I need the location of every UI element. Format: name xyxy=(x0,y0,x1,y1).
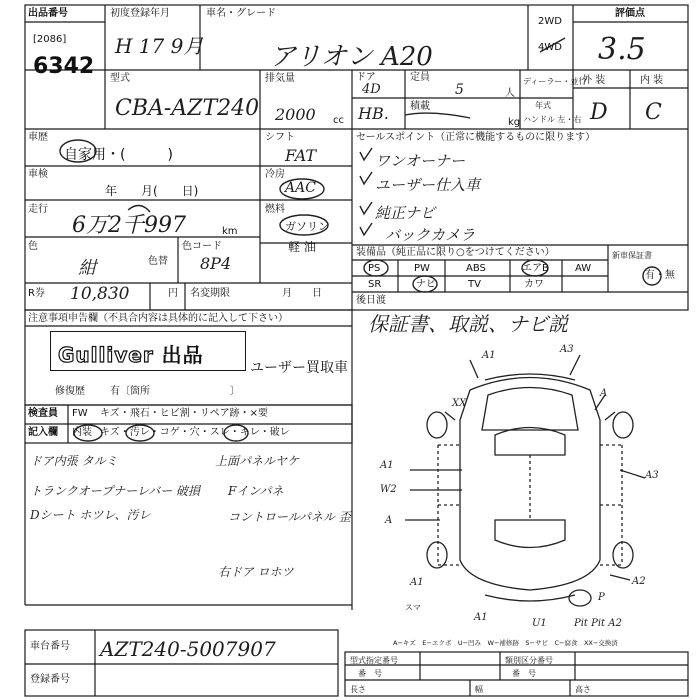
lot-number-label: 出品番号 xyxy=(28,8,68,19)
inspector-note: コントロールパネル 歪 xyxy=(228,510,351,524)
damage-mark: A2 xyxy=(632,576,646,587)
body-shape-value: HB. xyxy=(358,104,389,123)
inspector-fw: FW xyxy=(72,408,88,419)
drive-2wd: 2WD xyxy=(538,16,562,27)
color-change-label: 色替 xyxy=(148,256,168,267)
damage-mark: A3 xyxy=(560,344,574,355)
ac-label: 冷房 xyxy=(265,169,285,180)
first-registration-value: H 17 9月 xyxy=(115,34,204,58)
capacity-unit: 人 xyxy=(505,88,515,99)
repair-history-label: 修復歴 xyxy=(55,386,85,397)
model-value: CBA-AZT240 xyxy=(115,96,260,121)
score-value: 3.5 xyxy=(598,32,646,67)
damage-mark: A1 xyxy=(410,577,424,588)
inspector-interior-checks: キズ・汚レ・コゲ・穴・スレ・キレ・破レ xyxy=(100,427,290,438)
damage-mark: A xyxy=(600,388,608,399)
damage-mark: Pit Pit A2 xyxy=(574,618,622,629)
inspector-note: ドア内張 タルミ xyxy=(30,454,118,468)
user-buy-stamp: ユーザー買取車 xyxy=(250,360,348,376)
history-value: 自家用・( ) xyxy=(64,147,173,163)
equip-navi: ナビ xyxy=(416,279,436,290)
drive-4wd: 4WD xyxy=(538,42,562,53)
shift-label: シフト xyxy=(265,132,295,143)
lot-number: 6342 xyxy=(33,54,95,79)
car-diagram xyxy=(405,355,645,606)
name-change-unit: 月 日 xyxy=(282,288,322,299)
equip-airbag: エアB xyxy=(522,263,549,274)
inspector-entry-label: 記入欄 xyxy=(28,427,58,438)
registration-number-label: 登録番号 xyxy=(30,674,70,685)
recycle-value: 10,830 xyxy=(70,284,130,304)
selling-points-label: セールスポイント（正常に機能するものに限ります） xyxy=(356,132,596,143)
color-code-label: 色コード xyxy=(182,241,222,252)
color-label: 色 xyxy=(28,241,38,252)
warranty-label: 新車保証書 xyxy=(612,251,652,260)
height-label: 高さ xyxy=(575,685,591,694)
selling-point-item: ユーザー仕入車 xyxy=(375,176,481,194)
model-designation-sub: 番 号 xyxy=(358,669,382,678)
dealer-label: ディーラー・並行 xyxy=(523,77,587,86)
car-name-grade-label: 車名・グレード xyxy=(206,8,276,19)
repair-history-value: 有〔箇所 〕 xyxy=(110,386,240,397)
diagram-legend: A−キズ E−エクボ U−凹み W−補修跡 S−サビ C−腐食 XX−交換済 xyxy=(393,639,618,647)
inspector-note: Dシート ホツレ、汚レ xyxy=(30,508,151,522)
equip-aw: AW xyxy=(575,263,592,274)
exterior-label: 外 装 xyxy=(582,75,606,86)
chassis-number-value: AZT240-5007907 xyxy=(100,637,276,661)
equip-tv: TV xyxy=(468,279,481,290)
name-change-label: 名変期限 xyxy=(190,288,230,299)
color-value: 紺 xyxy=(78,258,96,279)
damage-mark: A3 xyxy=(645,470,659,481)
color-code-value: 8P4 xyxy=(200,254,232,273)
inspection-label: 車検 xyxy=(28,169,48,180)
class-number-label: 類別区分番号 xyxy=(505,656,553,665)
equip-leather: カワ xyxy=(524,279,544,290)
load-unit: kg xyxy=(508,117,521,128)
equip-pw: PW xyxy=(414,263,430,274)
exterior-grade: D xyxy=(590,100,608,125)
fuel-label: 燃料 xyxy=(265,204,285,215)
damage-mark: A1 xyxy=(474,612,488,623)
score-label: 評価点 xyxy=(615,8,645,19)
fuel-gasoline: ガソリン xyxy=(285,220,329,233)
lot-sub-code: [2086] xyxy=(33,34,67,45)
inspector-label: 検査員 xyxy=(28,408,58,419)
fuel-diesel: 軽 油 xyxy=(288,240,316,254)
length-label: 長さ xyxy=(350,685,366,694)
gulliver-logo: Gulliver 出品 xyxy=(58,343,204,367)
car-name-grade-value: アリオン A20 xyxy=(270,42,433,72)
notice-label: 注意事項申告欄（不具合内容は具体的に記入して下さい） xyxy=(28,313,288,324)
displacement-value: 2000 xyxy=(275,105,316,124)
chassis-number-label: 車台番号 xyxy=(30,641,70,652)
inspector-interior-label: 内装 xyxy=(72,427,92,438)
class-number-sub: 番 号 xyxy=(512,669,536,678)
inspector-note: 右ドア ロホツ xyxy=(218,565,294,579)
damage-mark: A1 xyxy=(482,350,496,361)
warranty-value: 有・無 xyxy=(645,270,675,281)
doors-label: ドア xyxy=(356,72,376,83)
interior-grade: C xyxy=(645,100,662,125)
selling-point-item: バックカメラ xyxy=(385,226,476,244)
later-delivery-value: 保証書、取説、ナビ説 xyxy=(368,312,568,336)
inspector-note: トランクオープナーレバー 破損 xyxy=(30,484,200,498)
damage-mark: A1 xyxy=(380,460,394,471)
damage-mark: W2 xyxy=(380,484,397,495)
selling-point-item: ワンオーナー xyxy=(375,152,466,170)
inspector-note: Fインパネ xyxy=(228,484,284,498)
capacity-value: 5 xyxy=(455,82,464,98)
load-label: 積載 xyxy=(410,101,430,112)
first-registration-label: 初度登録年月 xyxy=(110,8,170,19)
inspector-note: 上面パネルヤケ xyxy=(215,454,300,468)
recycle-unit: 円 xyxy=(168,288,178,299)
equip-ps: PS xyxy=(368,263,381,274)
handle-label: ハンドル 左・右 xyxy=(523,115,582,124)
inspector-exterior-checks: キズ・飛石・ヒビ割・リペア跡・×要 xyxy=(100,408,268,419)
width-label: 幅 xyxy=(475,685,483,694)
damage-mark: A xyxy=(385,515,393,526)
equip-sr: SR xyxy=(368,279,382,290)
damage-mark: U1 xyxy=(532,618,547,629)
displacement-unit: cc xyxy=(333,115,344,126)
displacement-label: 排気量 xyxy=(265,73,295,84)
mileage-label: 走行 xyxy=(28,204,48,215)
mileage-unit: km xyxy=(222,226,238,237)
model-year-label: 年式 xyxy=(535,101,551,110)
interior-label: 内 装 xyxy=(640,75,664,86)
capacity-label: 定員 xyxy=(410,72,430,83)
model-label: 型式 xyxy=(110,73,130,84)
history-label: 車歴 xyxy=(28,132,48,143)
damage-mark: P xyxy=(598,592,605,603)
damage-mark: XX xyxy=(452,398,467,409)
doors-value: 4D xyxy=(362,82,381,97)
recycle-label: R券 xyxy=(28,288,45,299)
equip-abs: ABS xyxy=(466,263,486,274)
ac-value: AAC xyxy=(285,180,316,196)
later-delivery-label: 後日渡 xyxy=(356,295,386,306)
shift-value: FAT xyxy=(285,146,317,165)
selling-point-item: 純正ナビ xyxy=(375,204,436,222)
inspection-value: 年 月( 日) xyxy=(105,184,199,198)
diagram-spare-label: スマ xyxy=(405,603,421,612)
mileage-value: 6万2千997 xyxy=(72,213,186,238)
model-designation-label: 型式指定番号 xyxy=(350,656,398,665)
equipment-label: 装備品（純正品に限り○をつけてください） xyxy=(356,247,555,258)
